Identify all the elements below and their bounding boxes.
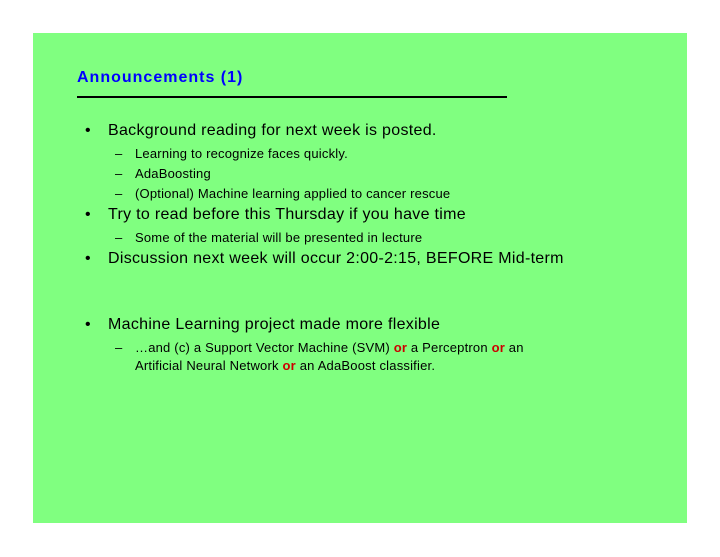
dash-icon: –	[115, 146, 123, 161]
project-detail-line2-part1: Artificial Neural Network	[135, 358, 283, 373]
sub-text: Some of the material will be presented in lecture	[135, 230, 423, 245]
or-highlight: or	[282, 358, 296, 373]
project-detail-line2-part2: an AdaBoost classifier.	[295, 358, 436, 373]
project-detail-part2: a Perceptron	[407, 340, 492, 355]
or-highlight: or	[393, 340, 408, 355]
sub-text	[135, 340, 524, 355]
slide	[33, 33, 687, 523]
dash-icon: –	[115, 186, 123, 201]
dash-icon: –	[115, 166, 123, 181]
sub-text: Learning to recognize faces quickly.	[135, 146, 348, 161]
sub-text: (Optional) Machine learning applied to cancer rescue	[135, 186, 451, 201]
bullet-icon: •	[85, 250, 91, 267]
sub-text: AdaBoosting	[135, 166, 211, 181]
bullet-icon: •	[85, 316, 91, 333]
sub-text	[135, 358, 435, 373]
or-highlight: or	[491, 340, 505, 355]
slide-title: Announcements (1)	[77, 69, 244, 86]
bullet-icon: •	[85, 122, 91, 139]
project-detail-part3: an	[505, 340, 524, 355]
bullet-text: Discussion next week will occur 2:00-2:15, BEFORE Mid-term	[108, 250, 564, 267]
bullet-text: Machine Learning project made more flexible	[108, 316, 441, 333]
bullet-text: Try to read before this Thursday if you have time	[108, 206, 466, 223]
project-detail-part1: …and (c) a Support Vector Machine (SVM)	[135, 340, 394, 355]
title-underline	[77, 96, 507, 98]
dash-icon: –	[115, 340, 123, 355]
bullet-text: Background reading for next week is posted.	[108, 122, 437, 139]
dash-icon: –	[115, 230, 123, 245]
bullet-icon: •	[85, 206, 91, 223]
